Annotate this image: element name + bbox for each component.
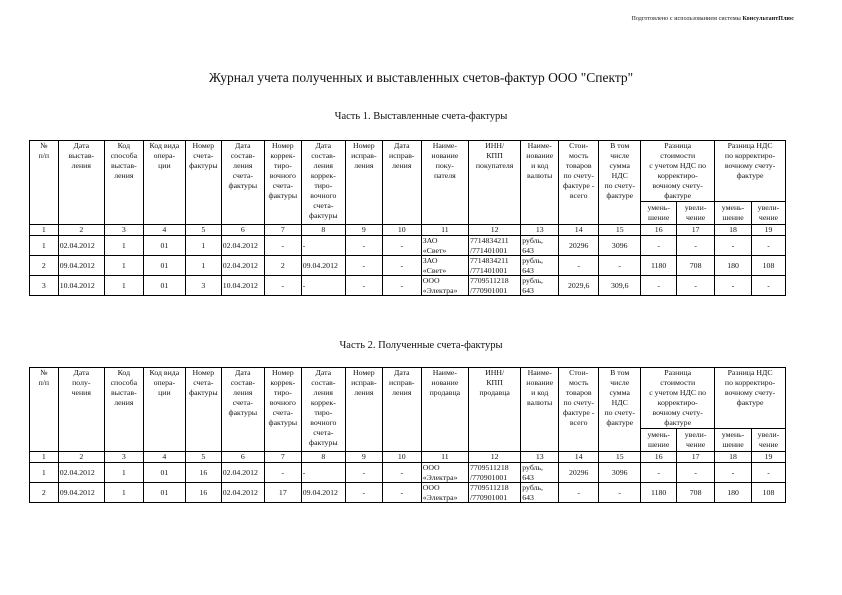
header-cell-12: ИНН/ КПП продавца xyxy=(468,368,520,452)
cell-vat: 3096 xyxy=(599,463,641,483)
cell-d3: - xyxy=(715,463,752,483)
document-title: Журнал учета полученных и выставленных счетов-фактур ООО "Спектр" xyxy=(208,70,634,85)
cell-date: 02.04.2012 xyxy=(58,463,104,483)
cell-cnum: - xyxy=(264,276,301,296)
column-number-row xyxy=(30,225,786,236)
cell-n: 2 xyxy=(30,483,59,503)
column-number: 1 xyxy=(30,452,59,463)
subheader-dec: умень- шение xyxy=(715,429,752,452)
cell-d3: - xyxy=(715,236,752,256)
header-cell-4: Код вида опера- ции xyxy=(143,368,185,452)
cell-way: 1 xyxy=(104,483,143,503)
cell-n: 1 xyxy=(30,463,59,483)
column-number: 5 xyxy=(185,225,221,236)
header-cell-2: Дата полу- чения xyxy=(58,368,104,452)
column-number: 7 xyxy=(264,452,301,463)
table-row xyxy=(30,236,786,256)
cell-fdate: - xyxy=(382,463,421,483)
cell-d4: - xyxy=(752,236,786,256)
cell-cdate: 09.04.2012 xyxy=(301,483,345,503)
column-number: 12 xyxy=(468,452,520,463)
column-number: 17 xyxy=(677,452,715,463)
cell-cnum: - xyxy=(264,463,301,483)
cell-d2: 708 xyxy=(677,256,715,276)
header-cell-7: Номер коррек- тиро- вочного счета- фактуры xyxy=(264,368,301,452)
header-cell-1: № п/п xyxy=(30,141,59,225)
cell-cnum: 17 xyxy=(264,483,301,503)
cell-cost: 20296 xyxy=(559,236,599,256)
column-number: 6 xyxy=(221,225,264,236)
cell-date: 02.04.2012 xyxy=(58,236,104,256)
column-number: 3 xyxy=(104,452,143,463)
column-number: 13 xyxy=(521,225,559,236)
table-row xyxy=(30,483,786,503)
header-row xyxy=(30,368,786,429)
cell-d2: - xyxy=(677,236,715,256)
cell-d4: 108 xyxy=(752,483,786,503)
header-cell-1: № п/п xyxy=(30,368,59,452)
column-number: 12 xyxy=(468,225,520,236)
cell-sdate: 02.04.2012 xyxy=(221,483,264,503)
cell-name: ООО «Электра» xyxy=(421,483,468,503)
cell-cur: рубль, 643 xyxy=(521,463,559,483)
table-row xyxy=(30,463,786,483)
cell-d1: - xyxy=(641,463,677,483)
cell-cost: - xyxy=(559,256,599,276)
cell-n: 1 xyxy=(30,236,59,256)
header-cell-5: Номер счета- фактуры xyxy=(185,141,221,225)
cell-sdate: 02.04.2012 xyxy=(221,463,264,483)
cell-d4: 108 xyxy=(752,256,786,276)
cell-inn: 7714834211 /771401001 xyxy=(468,256,520,276)
table-row xyxy=(30,276,786,296)
column-number: 8 xyxy=(301,452,345,463)
header-cell-10: Дата исправ- ления xyxy=(382,368,421,452)
cell-fnum: - xyxy=(345,256,382,276)
header-cell-15: В том числе сумма НДС по счету- фактуре xyxy=(599,368,641,452)
cell-cost: 2029,6 xyxy=(559,276,599,296)
column-number: 7 xyxy=(264,225,301,236)
header-cell-13: Наиме- нование и код валюты xyxy=(521,141,559,225)
header-cell-cost-diff: Разница стоимости с учетом НДС по корректиро- вочному счету- фактуре xyxy=(641,141,715,202)
header-cell-9: Номер исправ- ления xyxy=(345,368,382,452)
cell-d3: 180 xyxy=(715,483,752,503)
cell-n: 3 xyxy=(30,276,59,296)
cell-d4: - xyxy=(752,276,786,296)
column-number: 16 xyxy=(641,452,677,463)
cell-num: 16 xyxy=(185,483,221,503)
cell-name: ООО «Электра» xyxy=(421,276,468,296)
cell-way: 1 xyxy=(104,463,143,483)
cell-cur: рубль, 643 xyxy=(521,236,559,256)
column-number: 2 xyxy=(58,452,104,463)
cell-sdate: 02.04.2012 xyxy=(221,256,264,276)
header-cell-3: Код способа выстав- ления xyxy=(104,368,143,452)
table-row xyxy=(30,256,786,276)
header-cell-5: Номер счета- фактуры xyxy=(185,368,221,452)
cell-op: 01 xyxy=(143,276,185,296)
cell-cdate: - xyxy=(301,276,345,296)
cell-name: ЗАО «Свет» xyxy=(421,256,468,276)
column-number: 2 xyxy=(58,225,104,236)
cell-fdate: - xyxy=(382,483,421,503)
cell-sdate: 02.04.2012 xyxy=(221,236,264,256)
column-number: 14 xyxy=(559,452,599,463)
header-cell-8: Дата состав- ления коррек- тиро- вочного счета- фактуры xyxy=(301,141,345,225)
header-cell-13: Наиме- нование и код валюты xyxy=(521,368,559,452)
header-cell-6: Дата состав- ления счета- фактуры xyxy=(221,368,264,452)
cell-num: 1 xyxy=(185,256,221,276)
column-number: 8 xyxy=(301,225,345,236)
column-number: 1 xyxy=(30,225,59,236)
cell-vat: 3096 xyxy=(599,236,641,256)
cell-d1: 1180 xyxy=(641,483,677,503)
cell-inn: 7709511218 /770901001 xyxy=(468,276,520,296)
column-number: 19 xyxy=(752,225,786,236)
column-number: 4 xyxy=(143,225,185,236)
cell-d2: 708 xyxy=(677,483,715,503)
cell-way: 1 xyxy=(104,236,143,256)
column-number: 9 xyxy=(345,225,382,236)
consultant-brand: КонсультантПлюс xyxy=(742,16,794,22)
cell-cur: рубль, 643 xyxy=(521,276,559,296)
header-cell-6: Дата состав- ления счета- фактуры xyxy=(221,141,264,225)
header-cell-11: Наиме- нование поку- пателя xyxy=(421,141,468,225)
column-number: 16 xyxy=(641,225,677,236)
cell-name: ООО «Электра» xyxy=(421,463,468,483)
cell-cost: - xyxy=(559,483,599,503)
subheader-dec: умень- шение xyxy=(641,202,677,225)
cell-inn: 7709511218 /770901001 xyxy=(468,483,520,503)
cell-d2: - xyxy=(677,276,715,296)
cell-vat: - xyxy=(599,256,641,276)
cell-cur: рубль, 643 xyxy=(521,256,559,276)
cell-fnum: - xyxy=(345,463,382,483)
cell-n: 2 xyxy=(30,256,59,276)
received-invoices-table xyxy=(29,367,786,503)
cell-num: 1 xyxy=(185,236,221,256)
column-number: 18 xyxy=(715,225,752,236)
cell-op: 01 xyxy=(143,256,185,276)
column-number-row xyxy=(30,452,786,463)
column-number: 17 xyxy=(677,225,715,236)
subheader-inc: увели- чение xyxy=(752,202,786,225)
header-cell-15: В том числе сумма НДС по счету- фактуре xyxy=(599,141,641,225)
cell-cnum: - xyxy=(264,236,301,256)
column-number: 14 xyxy=(559,225,599,236)
issued-invoices-table xyxy=(29,140,786,296)
cell-date: 09.04.2012 xyxy=(58,256,104,276)
header-row xyxy=(30,141,786,202)
header-cell-vat-diff: Разница НДС по корректиро- вочному счету- фактуре xyxy=(715,141,786,202)
subheader-dec: умень- шение xyxy=(715,202,752,225)
cell-way: 1 xyxy=(104,276,143,296)
header-cell-7: Номер коррек- тиро- вочного счета- фактуры xyxy=(264,141,301,225)
header-cell-12: ИНН/ КПП покупателя xyxy=(468,141,520,225)
column-number: 4 xyxy=(143,452,185,463)
column-number: 13 xyxy=(521,452,559,463)
header-cell-4: Код вида опера- ции xyxy=(143,141,185,225)
column-number: 15 xyxy=(599,452,641,463)
column-number: 6 xyxy=(221,452,264,463)
cell-cdate: - xyxy=(301,463,345,483)
subheader-inc: увели- чение xyxy=(677,429,715,452)
column-number: 10 xyxy=(382,225,421,236)
cell-cdate: 09.04.2012 xyxy=(301,256,345,276)
header-cell-2: Дата выстав- ления xyxy=(58,141,104,225)
header-cell-9: Номер исправ- ления xyxy=(345,141,382,225)
cell-fdate: - xyxy=(382,236,421,256)
cell-way: 1 xyxy=(104,256,143,276)
cell-fdate: - xyxy=(382,256,421,276)
prepared-note xyxy=(631,16,794,22)
cell-op: 01 xyxy=(143,236,185,256)
header-cell-14: Стои- мость товаров по счету- фактуре - всего xyxy=(559,368,599,452)
header-cell-8: Дата состав- ления коррек- тиро- вочного счета- фактуры xyxy=(301,368,345,452)
column-number: 11 xyxy=(421,452,468,463)
cell-sdate: 10.04.2012 xyxy=(221,276,264,296)
column-number: 9 xyxy=(345,452,382,463)
cell-cdate: - xyxy=(301,236,345,256)
column-number: 19 xyxy=(752,452,786,463)
cell-cur: рубль, 643 xyxy=(521,483,559,503)
header-cell-11: Наиме- нование продавца xyxy=(421,368,468,452)
cell-d3: 180 xyxy=(715,256,752,276)
cell-d1: 1180 xyxy=(641,256,677,276)
header-cell-3: Код способа выстав- ления xyxy=(104,141,143,225)
cell-fnum: - xyxy=(345,483,382,503)
cell-d1: - xyxy=(641,276,677,296)
column-number: 5 xyxy=(185,452,221,463)
column-number: 15 xyxy=(599,225,641,236)
cell-fdate: - xyxy=(382,276,421,296)
part2-title: Часть 2. Полученные счета-фактуры xyxy=(339,340,503,351)
cell-date: 10.04.2012 xyxy=(58,276,104,296)
cell-date: 09.04.2012 xyxy=(58,483,104,503)
column-number: 10 xyxy=(382,452,421,463)
cell-num: 16 xyxy=(185,463,221,483)
cell-vat: - xyxy=(599,483,641,503)
header-cell-cost-diff: Разница стоимости с учетом НДС по корректиро- вочному счету- фактуре xyxy=(641,368,715,429)
column-number: 11 xyxy=(421,225,468,236)
cell-d3: - xyxy=(715,276,752,296)
column-number: 3 xyxy=(104,225,143,236)
subheader-inc: увели- чение xyxy=(677,202,715,225)
cell-name: ЗАО «Свет» xyxy=(421,236,468,256)
cell-fnum: - xyxy=(345,236,382,256)
cell-vat: 309,6 xyxy=(599,276,641,296)
header-cell-10: Дата исправ- ления xyxy=(382,141,421,225)
cell-op: 01 xyxy=(143,483,185,503)
cell-op: 01 xyxy=(143,463,185,483)
cell-d1: - xyxy=(641,236,677,256)
cell-cnum: 2 xyxy=(264,256,301,276)
part1-title: Часть 1. Выставленные счета-фактуры xyxy=(334,111,508,122)
header-cell-vat-diff: Разница НДС по корректиро- вочному счету- фактуре xyxy=(715,368,786,429)
cell-num: 3 xyxy=(185,276,221,296)
cell-fnum: - xyxy=(345,276,382,296)
subheader-inc: увели- чение xyxy=(752,429,786,452)
prepared-note-prefix: Подготовлено с использованием системы xyxy=(631,16,743,22)
subheader-dec: умень- шение xyxy=(641,429,677,452)
cell-d2: - xyxy=(677,463,715,483)
cell-inn: 7709511218 /770901001 xyxy=(468,463,520,483)
header-cell-14: Стои- мость товаров по счету- фактуре - всего xyxy=(559,141,599,225)
cell-cost: 20296 xyxy=(559,463,599,483)
cell-d4: - xyxy=(752,463,786,483)
cell-inn: 7714834211 /771401001 xyxy=(468,236,520,256)
column-number: 18 xyxy=(715,452,752,463)
